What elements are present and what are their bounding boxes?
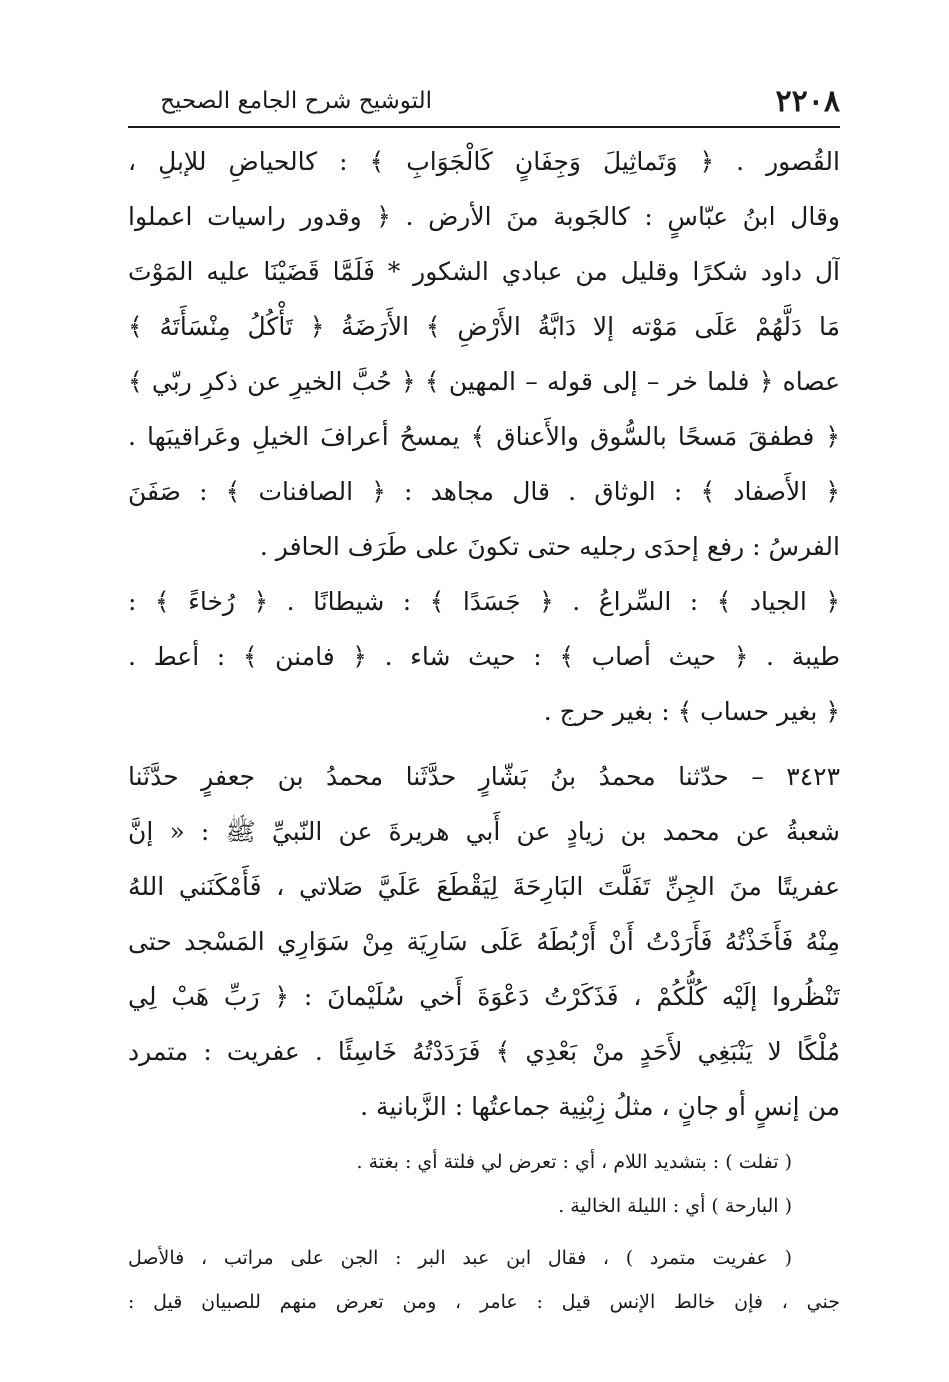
text-line: مَا دَلَّهُمْ عَلَى مَوْته إلا دَابَّةُ الأَرْضِ ﴾ الأَرَضَةُ ﴿ تَأْكُلُ مِنْسَأَتَهُ ﴾ — [128, 312, 840, 341]
text-line: آل داود شكرًا وقليل من عبادي الشكور * فَلَمَّا قَضَيْنَا عليه المَوْتَ — [128, 257, 840, 286]
note-line: ( عفريت متمرد ) ، فقال ابن عبد البر : الجن على مراتب ، فالأصل — [128, 1247, 792, 1269]
hadith-line: عفريتًا منَ الجِنِّ تَفَلَّتَ البَارِحَةَ لِيَقْطَعَ عَلَيَّ صَلاتي ، فَأَمْكَنَني اللهُ — [128, 872, 840, 901]
text-line: القُصور . ﴿ وَتَماثِيلَ وَجِفَانٍ كَالْجَوَابِ ﴾ : كالحياضِ للإبلِ ، — [128, 147, 840, 176]
hadith-line: من إنسٍ أو جانٍ ، مثلُ زِبْنِية جماعتُها : الزَّبانية . — [360, 1092, 840, 1121]
commentary-notes — [128, 1140, 840, 1324]
text-line: الفرسُ : رفع إحدَى رجليه حتى تكونَ على طَرَف الحافر . — [259, 532, 840, 561]
running-title: التوشيح شرح الجامع الصحيح — [160, 88, 432, 114]
hadith-line: مِنْهُ فَأَخَذْتُهُ فَأَرَدْتُ أَنْ أَرْبُطَهُ عَلَى سَارِيَة مِنْ سَوَارِي المَسْجد حتى — [128, 927, 840, 956]
note-line: ( تفلت ) : بتشديد اللام ، أي : تعرض لي فلتة أي : بغتة . — [356, 1151, 792, 1173]
text-line: وقال ابنُ عبّاسٍ : كالجَوبة منَ الأرض . ﴿ وقدور راسيات اعملوا — [128, 202, 840, 231]
text-line: ﴿ الأَصفاد ﴾ : الوثاق . قال مجاهد : ﴿ الصافنات ﴾ : صَفَنَ — [128, 477, 840, 506]
main-text — [128, 134, 840, 1134]
hadith-line: ٣٤٢٣ – حدّثنا محمدُ بنُ بَشّارٍ حدَّثَنا محمدُ بن جعفرٍ حدَّثَنا — [128, 762, 840, 791]
note-line: ( البارحة ) أي : الليلة الخالية . — [558, 1195, 792, 1217]
page-number: ٢٢٠٨ — [775, 84, 840, 119]
hadith-line: تَنْظُروا إلَيْه كُلُّكُمْ ، فَذَكَرْتُ دَعْوَةَ أَخي سُلَيْمانَ : ﴿ رَبِّ هَبْ لِي — [128, 982, 840, 1011]
text-line: ﴿ الجياد ﴾ : السِّراعُ . ﴿ جَسَدًا ﴾ : شيطانًا . ﴿ رُخاءً ﴾ : — [128, 587, 840, 616]
text-line: طيبة . ﴿ حيث أصاب ﴾ : حيث شاء . ﴿ فامنن ﴾ : أعط . — [128, 642, 840, 671]
text-line: ﴿ فطفقَ مَسحًا بالسُّوق والأَعناق ﴾ يمسحُ أعرافَ الخيلِ وعَراقيبَها . — [128, 422, 840, 451]
page-header — [128, 80, 840, 128]
text-line: عصاه ﴿ فلما خر – إلى قوله – المهين ﴾ ﴿ حُبَّ الخيرِ عن ذكرِ ربّي ﴾ — [128, 367, 840, 396]
text-line: ﴿ بغير حساب ﴾ : بغير حرج . — [543, 697, 840, 726]
spacer — [128, 739, 840, 749]
note-line: جني ، فإن خالط الإنس قيل : عامر ، ومن تعرض منهم للصبيان قيل : — [128, 1291, 840, 1313]
book-page — [128, 80, 840, 1360]
hadith-line: مُلْكًا لا يَنْبَغِي لأَحَدٍ منْ بَعْدِي ﴾ فَرَدَدْتُهُ خَاسِئًا . عفريت : متمرد — [128, 1037, 840, 1066]
spacer — [128, 1228, 840, 1236]
hadith-line: شعبةُ عن محمد بن زيادٍ عن أَبي هريرةَ عن النّبيِّ ﷺ : « إنَّ — [128, 817, 840, 846]
